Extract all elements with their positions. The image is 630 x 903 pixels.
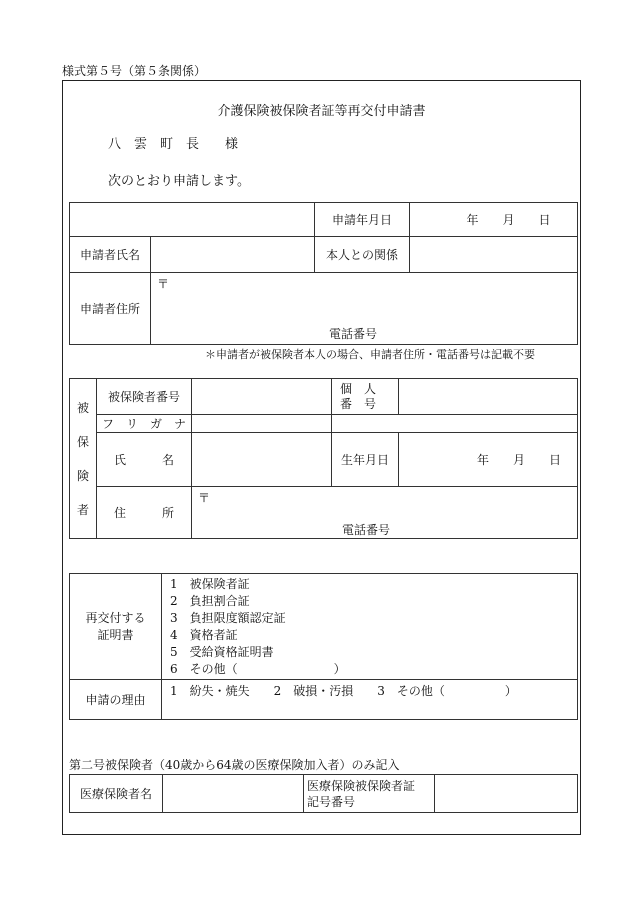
insured-number-label: 被保険者番号	[97, 379, 192, 415]
postal-mark: 〒	[198, 491, 211, 505]
reissue-options[interactable]	[162, 574, 578, 680]
reissue-option[interactable]: 1 被保険者証	[170, 576, 250, 591]
insurance-number-label: 医療保険被保険者証 記号番号	[304, 775, 435, 813]
applicant-table	[69, 202, 578, 345]
furigana-label: フ リ ガ ナ	[97, 415, 192, 433]
insured-side-label: 被 保 険 者	[70, 379, 97, 539]
applicant-note: ＊申請者が被保険者本人の場合、申請者住所・電話番号は記載不要	[205, 348, 535, 361]
reissue-option[interactable]: 2 負担割合証	[170, 593, 250, 608]
birth-label: 生年月日	[332, 433, 399, 487]
insured-table	[69, 378, 578, 539]
date-label: 申請年月日	[315, 203, 410, 237]
furigana-field-right[interactable]	[332, 415, 578, 433]
insured-number-boxes[interactable]	[192, 379, 332, 415]
reissue-table	[69, 573, 578, 720]
relation-field[interactable]	[410, 237, 578, 273]
second-insured-table	[69, 774, 578, 813]
insured-phone-label: 電話番号	[342, 523, 391, 537]
furigana-field[interactable]	[192, 415, 332, 433]
form-title: 介護保険被保険者証等再交付申請書	[217, 104, 426, 119]
birth-field[interactable]: 年 月 日	[399, 433, 578, 487]
applicant-address-field[interactable]	[151, 273, 578, 345]
personal-number-label: 個 人 番 号	[332, 379, 399, 415]
insured-address-field[interactable]	[192, 487, 578, 539]
insured-name-label: 氏 名	[97, 433, 192, 487]
personal-number-boxes[interactable]	[399, 379, 578, 415]
date-field[interactable]: 年 月 日	[410, 203, 578, 237]
reason-label: 申請の理由	[70, 680, 162, 720]
reissue-option[interactable]: 5 受給資格証明書	[170, 644, 274, 659]
applicant-phone-label: 電話番号	[329, 327, 378, 341]
addressee: 八 雲 町 長 様	[108, 137, 239, 152]
reissue-label: 再交付する 証明書	[70, 574, 162, 680]
insurer-name-field[interactable]	[163, 775, 304, 813]
insured-address-label: 住 所	[97, 487, 192, 539]
second-insured-heading: 第二号被保険者（40歳から64歳の医療保険加入者）のみ記入	[69, 758, 400, 772]
relation-label: 本人との関係	[315, 237, 410, 273]
intro-text: 次のとおり申請します。	[108, 174, 250, 189]
form-number: 様式第５号（第５条関係）	[62, 64, 207, 78]
insurance-number-field[interactable]	[435, 775, 578, 813]
postal-mark: 〒	[157, 277, 170, 291]
applicant-name-field[interactable]	[151, 237, 315, 273]
reissue-option[interactable]: 3 負担限度額認定証	[170, 610, 286, 625]
applicant-name-label: 申請者氏名	[70, 237, 151, 273]
applicant-address-label: 申請者住所	[70, 273, 151, 345]
insurer-name-label: 医療保険者名	[70, 775, 163, 813]
reason-options[interactable]: 1 紛失・焼失 2 破損・汚損 3 その他（ ）	[162, 680, 578, 720]
reissue-option[interactable]: 4 資格者証	[170, 627, 238, 642]
insured-name-field[interactable]	[192, 433, 332, 487]
reissue-option[interactable]: 6 その他（ ）	[170, 661, 346, 676]
blank-cell	[70, 203, 315, 237]
